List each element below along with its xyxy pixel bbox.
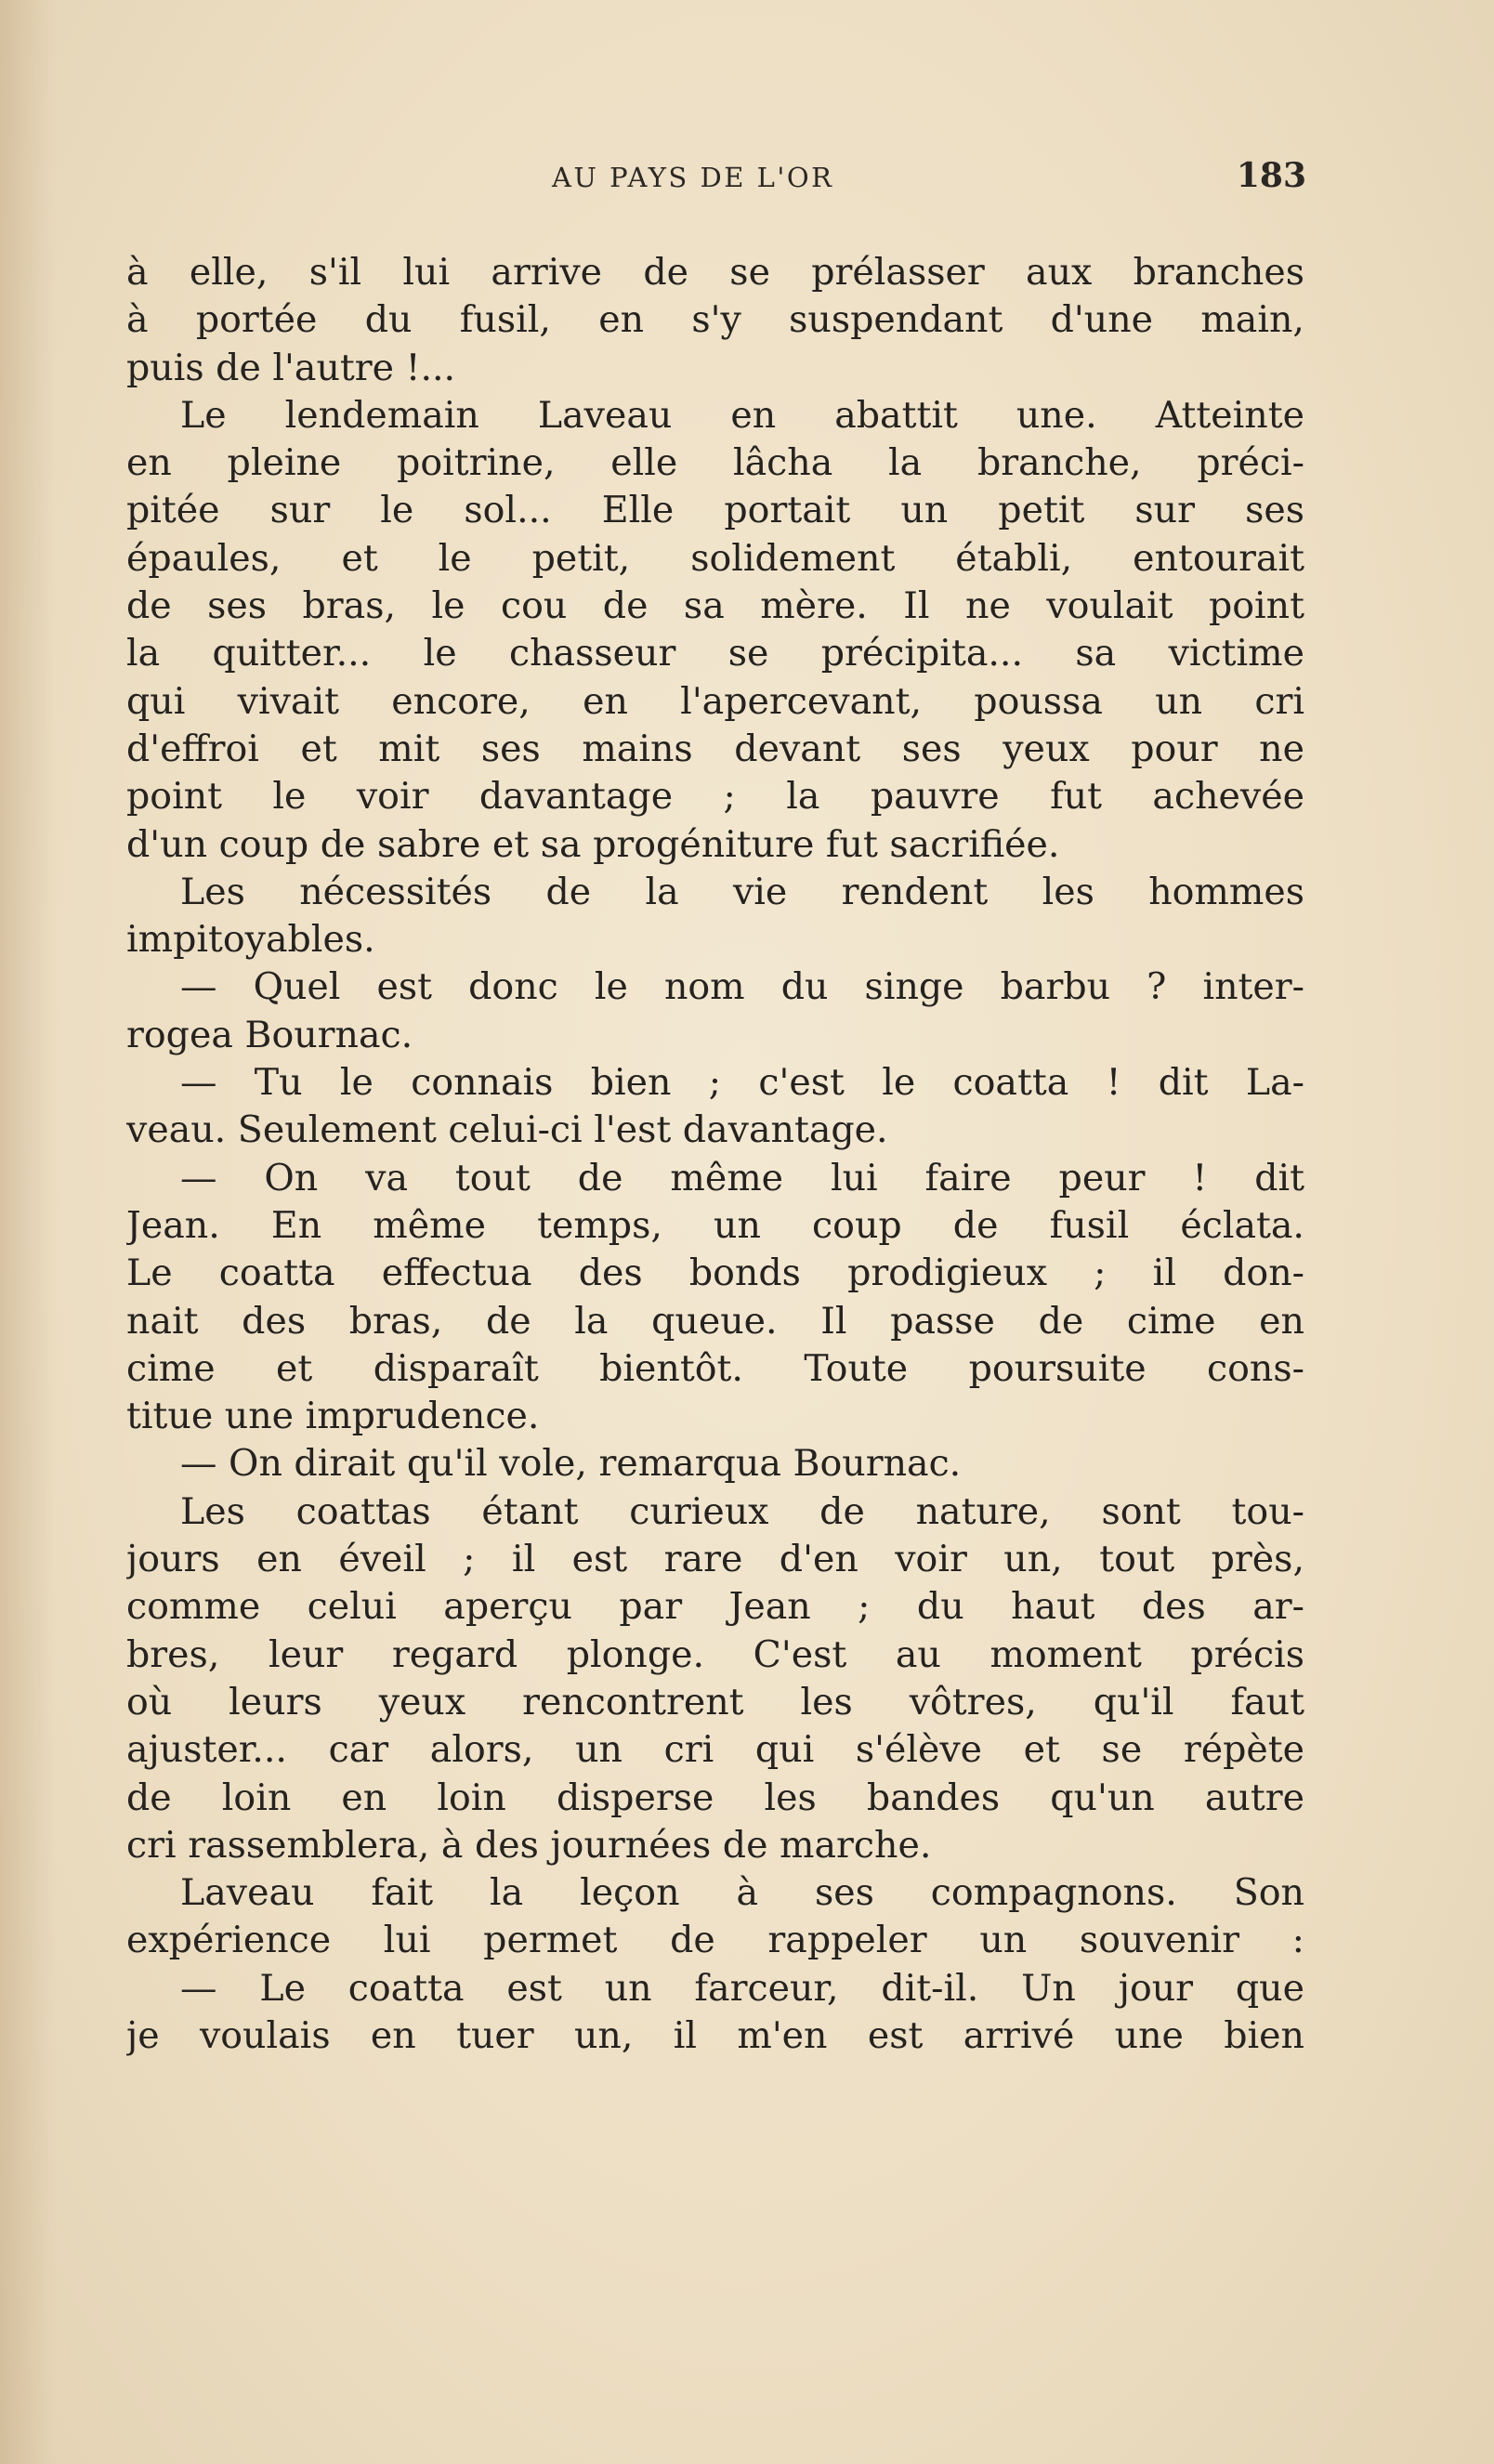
text-line: impitoyables.: [126, 918, 375, 962]
text-line: expérience lui permet de rappeler un souvenir :: [126, 1919, 1304, 1962]
text-line: de ses bras, le cou de sa mère. Il ne voulait point: [126, 584, 1304, 628]
text-line: Laveau fait la leçon à ses compagnons. Son: [180, 1871, 1304, 1915]
text-line: jours en éveil ; il est rare d'en voir un, tout près,: [126, 1538, 1304, 1581]
text-line: comme celui aperçu par Jean ; du haut des ar-: [126, 1585, 1304, 1629]
text-line: Les nécessités de la vie rendent les hommes: [180, 870, 1304, 913]
text-line: ajuster... car alors, un cri qui s'élève et se répète: [126, 1728, 1304, 1772]
text-line: veau. Seulement celui-ci l'est davantage.: [126, 1108, 888, 1152]
text-line: — On va tout de même lui faire peur ! dit: [180, 1156, 1304, 1199]
text-line: rogea Bournac.: [126, 1013, 413, 1056]
text-line: nait des bras, de la queue. Il passe de cime en: [126, 1299, 1304, 1343]
text-line: Le coatta effectua des bonds prodigieux ; il don-: [126, 1252, 1304, 1295]
page-number: 183: [1236, 156, 1306, 195]
text-line: cime et disparaît bientôt. Toute poursuite cons-: [126, 1346, 1304, 1390]
text-line: bres, leur regard plonge. C'est au moment précis: [126, 1632, 1304, 1676]
text-line: Le lendemain Laveau en abattit une. Atteinte: [180, 393, 1304, 437]
body-text: [126, 249, 1304, 2060]
text-line: point le voir davantage ; la pauvre fut achevée: [126, 775, 1304, 819]
text-line: pitée sur le sol... Elle portait un petit sur ses: [126, 489, 1304, 532]
text-line: cri rassemblera, à des journées de marche.: [126, 1823, 932, 1867]
text-line: Les coattas étant curieux de nature, sont tou-: [180, 1489, 1304, 1533]
text-line: — Quel est donc le nom du singe barbu ? inter-: [180, 965, 1304, 1009]
page-header: [126, 156, 1306, 203]
text-line: où leurs yeux rencontrent les vôtres, qu'il faut: [126, 1680, 1304, 1723]
text-line: de loin en loin disperse les bandes qu'un autre: [126, 1776, 1304, 1819]
text-line: — Tu le connais bien ; c'est le coatta ! dit La-: [180, 1061, 1304, 1105]
text-line: Jean. En même temps, un coup de fusil éclata.: [126, 1203, 1304, 1247]
text-line: — On dirait qu'il vole, remarqua Bournac.: [180, 1442, 962, 1486]
text-line: à portée du fusil, en s'y suspendant d'une main,: [126, 298, 1304, 342]
text-line: d'effroi et mit ses mains devant ses yeux pour ne: [126, 727, 1304, 770]
text-line: — Le coatta est un farceur, dit-il. Un jour que: [180, 1966, 1304, 2010]
text-line: épaules, et le petit, solidement établi, entourait: [126, 536, 1304, 580]
text-line: en pleine poitrine, elle lâcha la branche, préci-: [126, 441, 1304, 485]
text-line: puis de l'autre !...: [126, 346, 456, 389]
text-line: d'un coup de sabre et sa progéniture fut sacrifiée.: [126, 822, 1060, 866]
text-line: titue une imprudence.: [126, 1395, 540, 1438]
text-line: je voulais en tuer un, il m'en est arrivé une bien: [126, 2013, 1304, 2057]
text-line: à elle, s'il lui arrive de se prélasser aux branches: [126, 251, 1304, 294]
running-title: AU PAYS DE L'OR: [552, 162, 834, 193]
text-line: qui vivait encore, en l'apercevant, poussa un cri: [126, 679, 1304, 723]
text-line: la quitter... le chasseur se précipita... sa victime: [126, 632, 1304, 675]
